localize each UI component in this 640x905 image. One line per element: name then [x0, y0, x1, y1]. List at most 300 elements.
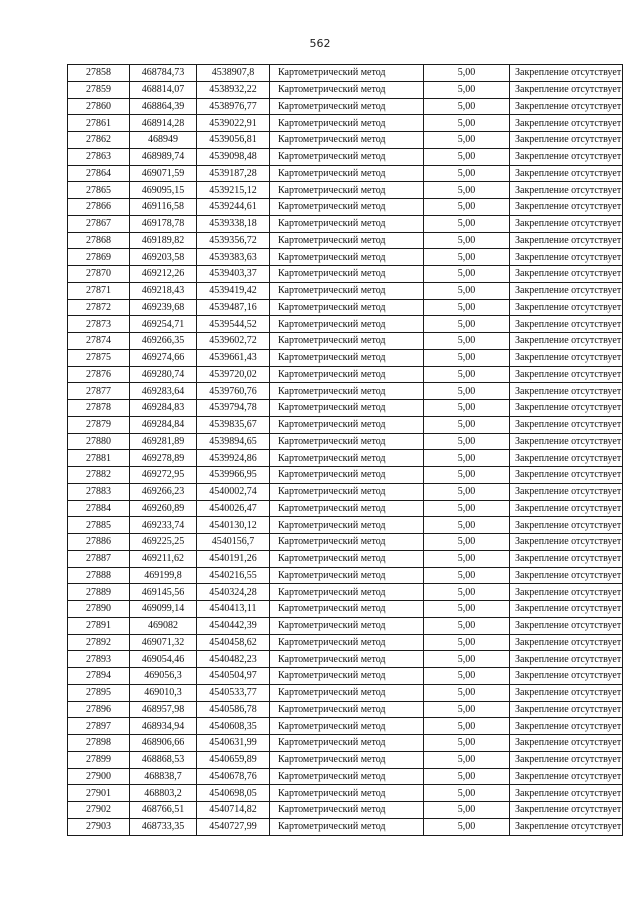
method-cell: Картометрический метод [270, 768, 424, 785]
y-coordinate-cell: 4540714,82 [197, 802, 270, 819]
y-coordinate-cell: 4538932,22 [197, 81, 270, 98]
table-row [68, 567, 623, 584]
x-coordinate-cell: 469145,56 [130, 584, 197, 601]
accuracy-cell: 5,00 [424, 98, 510, 115]
fixation-cell: Закрепление отсутствует [510, 701, 623, 718]
accuracy-cell: 5,00 [424, 802, 510, 819]
x-coordinate-cell: 469272,95 [130, 467, 197, 484]
point-number-cell: 27893 [68, 651, 130, 668]
method-cell: Картометрический метод [270, 467, 424, 484]
table-row [68, 148, 623, 165]
point-number-cell: 27874 [68, 333, 130, 350]
table-row [68, 115, 623, 132]
accuracy-cell: 5,00 [424, 617, 510, 634]
fixation-cell: Закрепление отсутствует [510, 768, 623, 785]
point-number-cell: 27886 [68, 534, 130, 551]
method-cell: Картометрический метод [270, 567, 424, 584]
point-number-cell: 27878 [68, 400, 130, 417]
table-row [68, 751, 623, 768]
x-coordinate-cell: 469278,89 [130, 450, 197, 467]
x-coordinate-cell: 469281,89 [130, 433, 197, 450]
point-number-cell: 27873 [68, 316, 130, 333]
x-coordinate-cell: 469010,3 [130, 684, 197, 701]
method-cell: Картометрический метод [270, 349, 424, 366]
table-row [68, 433, 623, 450]
y-coordinate-cell: 4540482,23 [197, 651, 270, 668]
table-row [68, 651, 623, 668]
method-cell: Картометрический метод [270, 266, 424, 283]
point-number-cell: 27888 [68, 567, 130, 584]
y-coordinate-cell: 4539835,67 [197, 416, 270, 433]
y-coordinate-cell: 4539383,63 [197, 249, 270, 266]
table-row [68, 349, 623, 366]
method-cell: Картометрический метод [270, 668, 424, 685]
coordinates-table-body [68, 65, 623, 836]
accuracy-cell: 5,00 [424, 517, 510, 534]
accuracy-cell: 5,00 [424, 500, 510, 517]
x-coordinate-cell: 468914,28 [130, 115, 197, 132]
x-coordinate-cell: 469199,8 [130, 567, 197, 584]
table-row [68, 165, 623, 182]
y-coordinate-cell: 4540727,99 [197, 818, 270, 835]
method-cell: Картометрический метод [270, 550, 424, 567]
x-coordinate-cell: 469082 [130, 617, 197, 634]
y-coordinate-cell: 4540324,28 [197, 584, 270, 601]
point-number-cell: 27868 [68, 232, 130, 249]
point-number-cell: 27881 [68, 450, 130, 467]
y-coordinate-cell: 4539244,61 [197, 199, 270, 216]
point-number-cell: 27899 [68, 751, 130, 768]
point-number-cell: 27867 [68, 215, 130, 232]
accuracy-cell: 5,00 [424, 383, 510, 400]
y-coordinate-cell: 4539419,42 [197, 282, 270, 299]
fixation-cell: Закрепление отсутствует [510, 349, 623, 366]
table-row [68, 735, 623, 752]
y-coordinate-cell: 4539056,81 [197, 132, 270, 149]
accuracy-cell: 5,00 [424, 701, 510, 718]
table-row [68, 450, 623, 467]
accuracy-cell: 5,00 [424, 232, 510, 249]
method-cell: Картометрический метод [270, 400, 424, 417]
accuracy-cell: 5,00 [424, 785, 510, 802]
x-coordinate-cell: 469189,82 [130, 232, 197, 249]
x-coordinate-cell: 468868,53 [130, 751, 197, 768]
point-number-cell: 27859 [68, 81, 130, 98]
x-coordinate-cell: 468784,73 [130, 65, 197, 82]
table-row [68, 517, 623, 534]
x-coordinate-cell: 469266,35 [130, 333, 197, 350]
table-row [68, 81, 623, 98]
accuracy-cell: 5,00 [424, 467, 510, 484]
x-coordinate-cell: 468957,98 [130, 701, 197, 718]
accuracy-cell: 5,00 [424, 400, 510, 417]
y-coordinate-cell: 4539794,78 [197, 400, 270, 417]
y-coordinate-cell: 4540698,05 [197, 785, 270, 802]
accuracy-cell: 5,00 [424, 182, 510, 199]
point-number-cell: 27861 [68, 115, 130, 132]
method-cell: Картометрический метод [270, 450, 424, 467]
table-row [68, 617, 623, 634]
fixation-cell: Закрепление отсутствует [510, 299, 623, 316]
fixation-cell: Закрепление отсутствует [510, 601, 623, 618]
y-coordinate-cell: 4539356,72 [197, 232, 270, 249]
table-row [68, 316, 623, 333]
y-coordinate-cell: 4539487,16 [197, 299, 270, 316]
method-cell: Картометрический метод [270, 517, 424, 534]
point-number-cell: 27870 [68, 266, 130, 283]
method-cell: Картометрический метод [270, 416, 424, 433]
x-coordinate-cell: 469071,32 [130, 634, 197, 651]
point-number-cell: 27860 [68, 98, 130, 115]
accuracy-cell: 5,00 [424, 215, 510, 232]
x-coordinate-cell: 468838,7 [130, 768, 197, 785]
point-number-cell: 27862 [68, 132, 130, 149]
x-coordinate-cell: 469284,83 [130, 400, 197, 417]
x-coordinate-cell: 469283,64 [130, 383, 197, 400]
coordinates-table [67, 64, 623, 836]
method-cell: Картометрический метод [270, 81, 424, 98]
table-row [68, 199, 623, 216]
point-number-cell: 27876 [68, 366, 130, 383]
x-coordinate-cell: 469054,46 [130, 651, 197, 668]
point-number-cell: 27864 [68, 165, 130, 182]
method-cell: Картометрический метод [270, 299, 424, 316]
accuracy-cell: 5,00 [424, 634, 510, 651]
table-row [68, 584, 623, 601]
table-row [68, 601, 623, 618]
method-cell: Картометрический метод [270, 199, 424, 216]
point-number-cell: 27895 [68, 684, 130, 701]
x-coordinate-cell: 469254,71 [130, 316, 197, 333]
x-coordinate-cell: 468906,66 [130, 735, 197, 752]
point-number-cell: 27865 [68, 182, 130, 199]
point-number-cell: 27882 [68, 467, 130, 484]
y-coordinate-cell: 4539215,12 [197, 182, 270, 199]
accuracy-cell: 5,00 [424, 366, 510, 383]
fixation-cell: Закрепление отсутствует [510, 584, 623, 601]
fixation-cell: Закрепление отсутствует [510, 182, 623, 199]
y-coordinate-cell: 4540130,12 [197, 517, 270, 534]
accuracy-cell: 5,00 [424, 282, 510, 299]
fixation-cell: Закрепление отсутствует [510, 668, 623, 685]
point-number-cell: 27883 [68, 483, 130, 500]
x-coordinate-cell: 469178,78 [130, 215, 197, 232]
x-coordinate-cell: 469284,84 [130, 416, 197, 433]
fixation-cell: Закрепление отсутствует [510, 416, 623, 433]
accuracy-cell: 5,00 [424, 433, 510, 450]
y-coordinate-cell: 4540156,7 [197, 534, 270, 551]
fixation-cell: Закрепление отсутствует [510, 433, 623, 450]
y-coordinate-cell: 4540413,11 [197, 601, 270, 618]
method-cell: Картометрический метод [270, 684, 424, 701]
method-cell: Картометрический метод [270, 333, 424, 350]
fixation-cell: Закрепление отсутствует [510, 517, 623, 534]
x-coordinate-cell: 468949 [130, 132, 197, 149]
accuracy-cell: 5,00 [424, 601, 510, 618]
y-coordinate-cell: 4540659,89 [197, 751, 270, 768]
table-row [68, 182, 623, 199]
fixation-cell: Закрепление отсутствует [510, 232, 623, 249]
point-number-cell: 27900 [68, 768, 130, 785]
x-coordinate-cell: 469239,68 [130, 299, 197, 316]
method-cell: Картометрический метод [270, 701, 424, 718]
fixation-cell: Закрепление отсутствует [510, 718, 623, 735]
method-cell: Картометрический метод [270, 165, 424, 182]
table-row [68, 132, 623, 149]
method-cell: Картометрический метод [270, 601, 424, 618]
point-number-cell: 27896 [68, 701, 130, 718]
y-coordinate-cell: 4539403,37 [197, 266, 270, 283]
fixation-cell: Закрепление отсутствует [510, 483, 623, 500]
point-number-cell: 27898 [68, 735, 130, 752]
table-row [68, 282, 623, 299]
fixation-cell: Закрепление отсутствует [510, 785, 623, 802]
point-number-cell: 27902 [68, 802, 130, 819]
x-coordinate-cell: 469071,59 [130, 165, 197, 182]
fixation-cell: Закрепление отсутствует [510, 215, 623, 232]
accuracy-cell: 5,00 [424, 299, 510, 316]
x-coordinate-cell: 469095,15 [130, 182, 197, 199]
table-row [68, 299, 623, 316]
point-number-cell: 27897 [68, 718, 130, 735]
y-coordinate-cell: 4539894,65 [197, 433, 270, 450]
point-number-cell: 27877 [68, 383, 130, 400]
point-number-cell: 27869 [68, 249, 130, 266]
y-coordinate-cell: 4540678,76 [197, 768, 270, 785]
method-cell: Картометрический метод [270, 718, 424, 735]
accuracy-cell: 5,00 [424, 684, 510, 701]
table-row [68, 684, 623, 701]
table-row [68, 98, 623, 115]
fixation-cell: Закрепление отсутствует [510, 500, 623, 517]
point-number-cell: 27890 [68, 601, 130, 618]
y-coordinate-cell: 4539338,18 [197, 215, 270, 232]
y-coordinate-cell: 4538976,77 [197, 98, 270, 115]
method-cell: Картометрический метод [270, 65, 424, 82]
fixation-cell: Закрепление отсутствует [510, 282, 623, 299]
fixation-cell: Закрепление отсутствует [510, 467, 623, 484]
method-cell: Картометрический метод [270, 132, 424, 149]
table-row [68, 668, 623, 685]
method-cell: Картометрический метод [270, 433, 424, 450]
method-cell: Картометрический метод [270, 148, 424, 165]
y-coordinate-cell: 4539187,28 [197, 165, 270, 182]
table-row [68, 483, 623, 500]
table-row [68, 785, 623, 802]
table-row [68, 366, 623, 383]
point-number-cell: 27894 [68, 668, 130, 685]
accuracy-cell: 5,00 [424, 115, 510, 132]
y-coordinate-cell: 4540216,55 [197, 567, 270, 584]
point-number-cell: 27879 [68, 416, 130, 433]
point-number-cell: 27887 [68, 550, 130, 567]
accuracy-cell: 5,00 [424, 249, 510, 266]
accuracy-cell: 5,00 [424, 735, 510, 752]
y-coordinate-cell: 4540442,39 [197, 617, 270, 634]
x-coordinate-cell: 468989,74 [130, 148, 197, 165]
accuracy-cell: 5,00 [424, 550, 510, 567]
table-row [68, 550, 623, 567]
fixation-cell: Закрепление отсутствует [510, 266, 623, 283]
fixation-cell: Закрепление отсутствует [510, 550, 623, 567]
accuracy-cell: 5,00 [424, 668, 510, 685]
fixation-cell: Закрепление отсутствует [510, 98, 623, 115]
y-coordinate-cell: 4539602,72 [197, 333, 270, 350]
fixation-cell: Закрепление отсутствует [510, 400, 623, 417]
fixation-cell: Закрепление отсутствует [510, 148, 623, 165]
accuracy-cell: 5,00 [424, 768, 510, 785]
table-row [68, 818, 623, 835]
method-cell: Картометрический метод [270, 366, 424, 383]
accuracy-cell: 5,00 [424, 534, 510, 551]
x-coordinate-cell: 469056,3 [130, 668, 197, 685]
point-number-cell: 27889 [68, 584, 130, 601]
point-number-cell: 27891 [68, 617, 130, 634]
table-row [68, 701, 623, 718]
x-coordinate-cell: 469099,14 [130, 601, 197, 618]
method-cell: Картометрический метод [270, 249, 424, 266]
fixation-cell: Закрепление отсутствует [510, 818, 623, 835]
accuracy-cell: 5,00 [424, 81, 510, 98]
fixation-cell: Закрепление отсутствует [510, 684, 623, 701]
accuracy-cell: 5,00 [424, 450, 510, 467]
point-number-cell: 27858 [68, 65, 130, 82]
accuracy-cell: 5,00 [424, 199, 510, 216]
point-number-cell: 27875 [68, 349, 130, 366]
method-cell: Картометрический метод [270, 215, 424, 232]
table-row [68, 333, 623, 350]
accuracy-cell: 5,00 [424, 818, 510, 835]
accuracy-cell: 5,00 [424, 266, 510, 283]
table-row [68, 802, 623, 819]
fixation-cell: Закрепление отсутствует [510, 634, 623, 651]
point-number-cell: 27866 [68, 199, 130, 216]
y-coordinate-cell: 4539760,76 [197, 383, 270, 400]
method-cell: Картометрический метод [270, 232, 424, 249]
x-coordinate-cell: 468766,51 [130, 802, 197, 819]
method-cell: Картометрический метод [270, 785, 424, 802]
x-coordinate-cell: 468934,94 [130, 718, 197, 735]
x-coordinate-cell: 468803,2 [130, 785, 197, 802]
fixation-cell: Закрепление отсутствует [510, 383, 623, 400]
accuracy-cell: 5,00 [424, 316, 510, 333]
method-cell: Картометрический метод [270, 751, 424, 768]
y-coordinate-cell: 4540586,78 [197, 701, 270, 718]
y-coordinate-cell: 4540458,62 [197, 634, 270, 651]
accuracy-cell: 5,00 [424, 132, 510, 149]
y-coordinate-cell: 4539661,43 [197, 349, 270, 366]
y-coordinate-cell: 4540504,97 [197, 668, 270, 685]
x-coordinate-cell: 469266,23 [130, 483, 197, 500]
method-cell: Картометрический метод [270, 483, 424, 500]
point-number-cell: 27885 [68, 517, 130, 534]
table-row [68, 768, 623, 785]
point-number-cell: 27880 [68, 433, 130, 450]
table-row [68, 718, 623, 735]
table-row [68, 249, 623, 266]
fixation-cell: Закрепление отсутствует [510, 333, 623, 350]
x-coordinate-cell: 469211,62 [130, 550, 197, 567]
table-row [68, 65, 623, 82]
method-cell: Картометрический метод [270, 735, 424, 752]
y-coordinate-cell: 4539544,52 [197, 316, 270, 333]
accuracy-cell: 5,00 [424, 165, 510, 182]
table-row [68, 634, 623, 651]
method-cell: Картометрический метод [270, 98, 424, 115]
method-cell: Картометрический метод [270, 115, 424, 132]
x-coordinate-cell: 469225,25 [130, 534, 197, 551]
fixation-cell: Закрепление отсутствует [510, 751, 623, 768]
table-row [68, 215, 623, 232]
point-number-cell: 27871 [68, 282, 130, 299]
accuracy-cell: 5,00 [424, 567, 510, 584]
table-row [68, 232, 623, 249]
x-coordinate-cell: 468814,07 [130, 81, 197, 98]
method-cell: Картометрический метод [270, 316, 424, 333]
x-coordinate-cell: 469260,89 [130, 500, 197, 517]
x-coordinate-cell: 469280,74 [130, 366, 197, 383]
x-coordinate-cell: 469203,58 [130, 249, 197, 266]
method-cell: Картометрический метод [270, 802, 424, 819]
accuracy-cell: 5,00 [424, 584, 510, 601]
table-row [68, 266, 623, 283]
x-coordinate-cell: 468864,39 [130, 98, 197, 115]
accuracy-cell: 5,00 [424, 65, 510, 82]
y-coordinate-cell: 4540533,77 [197, 684, 270, 701]
y-coordinate-cell: 4540631,99 [197, 735, 270, 752]
fixation-cell: Закрепление отсутствует [510, 199, 623, 216]
x-coordinate-cell: 469218,43 [130, 282, 197, 299]
point-number-cell: 27892 [68, 634, 130, 651]
fixation-cell: Закрепление отсутствует [510, 165, 623, 182]
method-cell: Картометрический метод [270, 584, 424, 601]
accuracy-cell: 5,00 [424, 483, 510, 500]
accuracy-cell: 5,00 [424, 416, 510, 433]
fixation-cell: Закрепление отсутствует [510, 735, 623, 752]
y-coordinate-cell: 4540608,35 [197, 718, 270, 735]
method-cell: Картометрический метод [270, 634, 424, 651]
point-number-cell: 27903 [68, 818, 130, 835]
table-row [68, 467, 623, 484]
y-coordinate-cell: 4539098,48 [197, 148, 270, 165]
fixation-cell: Закрепление отсутствует [510, 132, 623, 149]
y-coordinate-cell: 4539022,91 [197, 115, 270, 132]
fixation-cell: Закрепление отсутствует [510, 81, 623, 98]
method-cell: Картометрический метод [270, 617, 424, 634]
x-coordinate-cell: 469116,58 [130, 199, 197, 216]
table-row [68, 534, 623, 551]
fixation-cell: Закрепление отсутствует [510, 115, 623, 132]
fixation-cell: Закрепление отсутствует [510, 316, 623, 333]
page-number: 562 [309, 37, 331, 50]
accuracy-cell: 5,00 [424, 718, 510, 735]
y-coordinate-cell: 4539720,02 [197, 366, 270, 383]
y-coordinate-cell: 4540002,74 [197, 483, 270, 500]
method-cell: Картометрический метод [270, 500, 424, 517]
y-coordinate-cell: 4540026,47 [197, 500, 270, 517]
fixation-cell: Закрепление отсутствует [510, 65, 623, 82]
method-cell: Картометрический метод [270, 383, 424, 400]
x-coordinate-cell: 469233,74 [130, 517, 197, 534]
method-cell: Картометрический метод [270, 818, 424, 835]
method-cell: Картометрический метод [270, 182, 424, 199]
x-coordinate-cell: 468733,35 [130, 818, 197, 835]
y-coordinate-cell: 4539924,86 [197, 450, 270, 467]
fixation-cell: Закрепление отсутствует [510, 651, 623, 668]
method-cell: Картометрический метод [270, 651, 424, 668]
accuracy-cell: 5,00 [424, 349, 510, 366]
point-number-cell: 27901 [68, 785, 130, 802]
